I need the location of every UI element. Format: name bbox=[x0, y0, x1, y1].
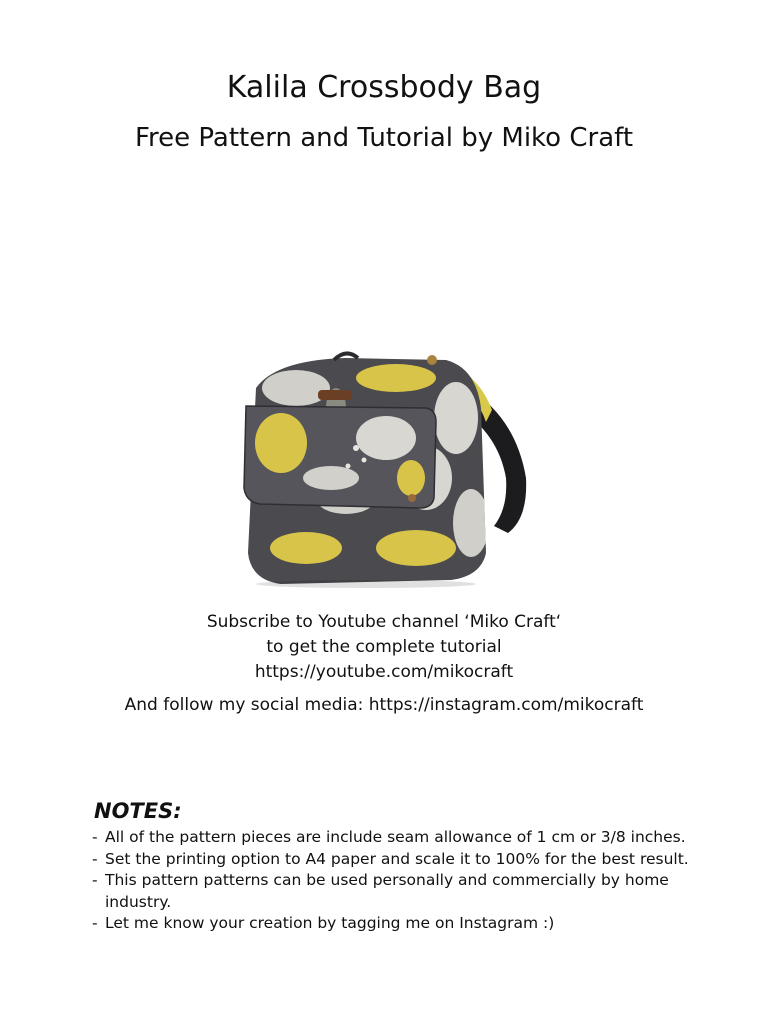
note-text: Let me know your creation by tagging me on Instagram :) bbox=[105, 914, 555, 932]
subscribe-text: Subscribe to Youtube channel ‘Miko Craft‘ bbox=[206, 612, 562, 632]
note-bullet: - bbox=[92, 849, 98, 868]
note-text: All of the pattern pieces are include seam allowance of 1 cm or 3/8 inches. bbox=[105, 828, 686, 846]
notes-list bbox=[92, 827, 712, 935]
tutorial-text: to get the complete tutorial bbox=[266, 637, 502, 657]
notes-heading: NOTES: bbox=[94, 799, 182, 823]
note-item bbox=[92, 870, 712, 913]
note-bullet: - bbox=[92, 914, 98, 932]
bag-product-image bbox=[236, 348, 536, 588]
note-bullet: - bbox=[92, 871, 98, 889]
youtube-link[interactable]: https://youtube.com/mikocraft bbox=[254, 662, 514, 682]
document-subtitle: Free Pattern and Tutorial by Miko Craft bbox=[134, 123, 634, 153]
bag-snap-button bbox=[408, 494, 416, 502]
bag-leather-tag bbox=[318, 390, 352, 400]
note-item bbox=[92, 849, 712, 871]
document-title: Kalila Crossbody Bag bbox=[226, 70, 542, 105]
note-bullet: - bbox=[92, 828, 98, 846]
note-item bbox=[92, 913, 712, 935]
note-item bbox=[92, 827, 712, 849]
note-text: Set the printing option to A4 paper and scale it to 100% for the best result. bbox=[105, 849, 689, 868]
note-text: This pattern patterns can be used personally and commercially by home industry. bbox=[105, 871, 669, 911]
social-media-text[interactable]: And follow my social media: https://instagram.com/mikocraft bbox=[124, 695, 644, 715]
